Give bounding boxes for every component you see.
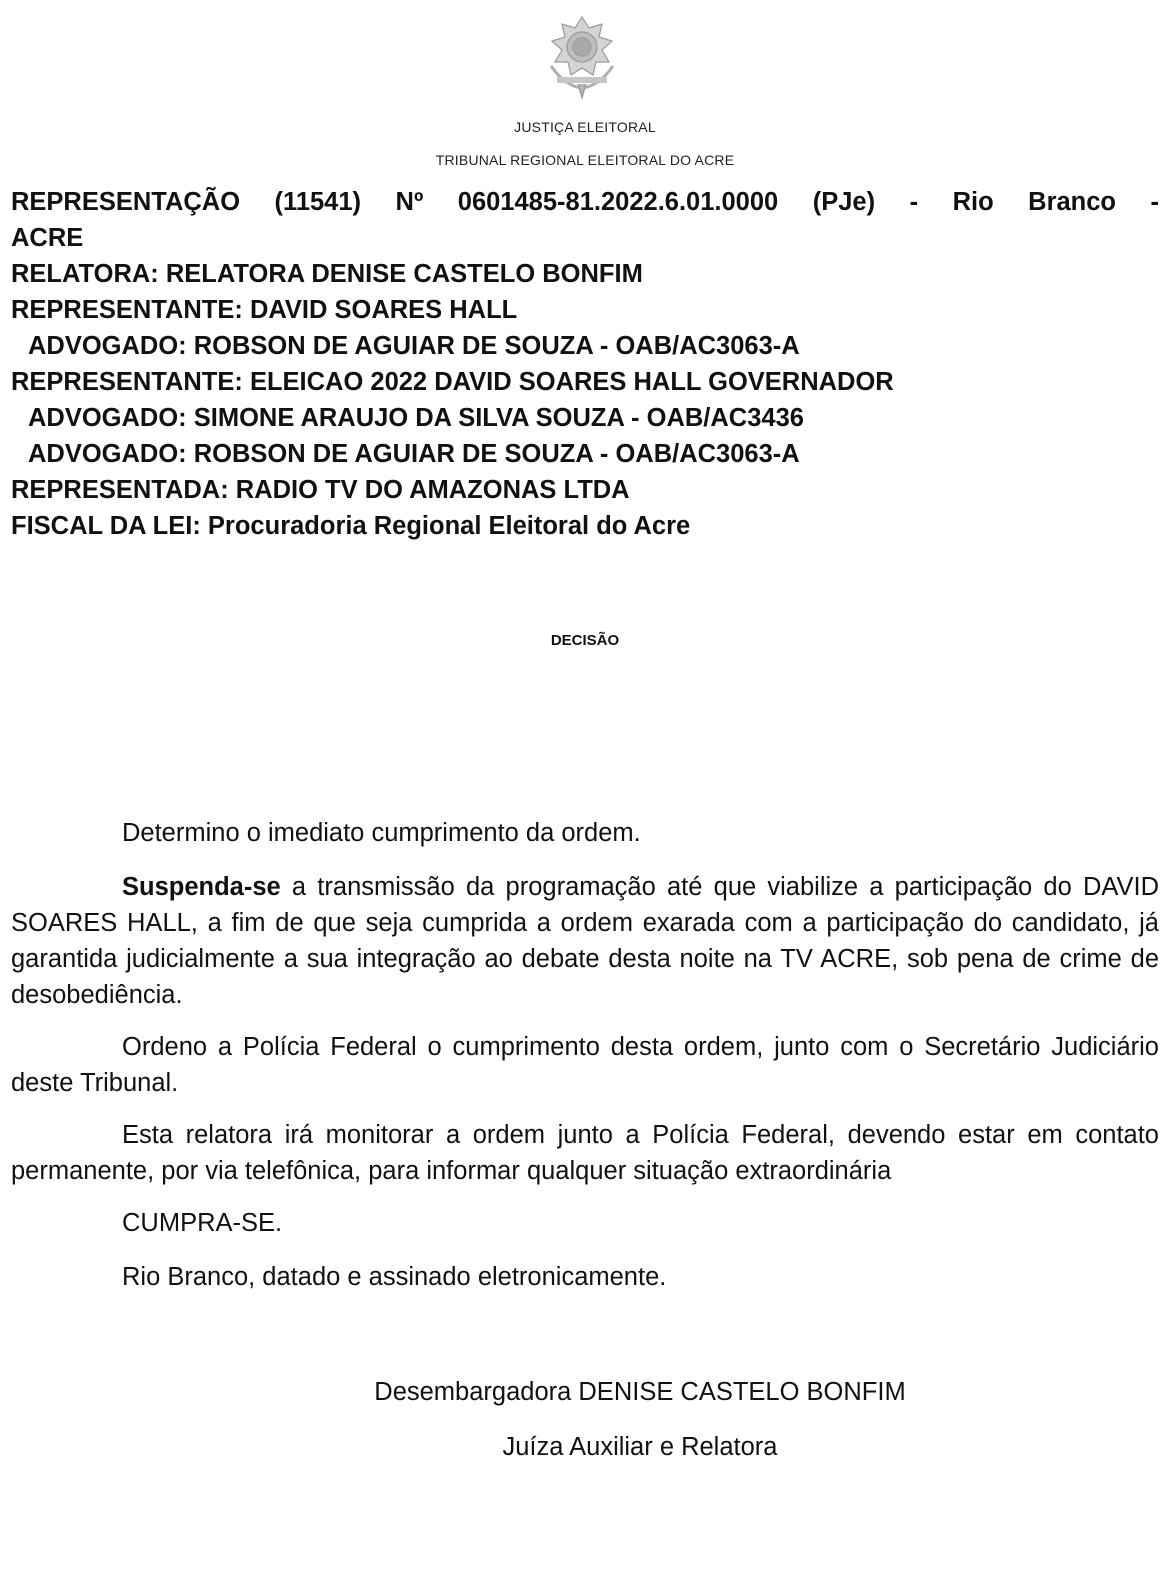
signature-name: Desembargadora DENISE CASTELO BONFIM [374, 1378, 906, 1406]
advogado-line: ADVOGADO: SIMONE ARAUJO DA SILVA SOUZA - OAB/AC3436 [28, 404, 804, 432]
paragraph: Rio Branco, datado e assinado eletronicamente. [122, 1263, 667, 1291]
decision-title: DECISÃO [550, 632, 620, 649]
representante-line: REPRESENTANTE: DAVID SOARES HALL [11, 296, 518, 324]
org-title: JUSTIÇA ELEITORAL [514, 119, 656, 135]
decision-body [11, 815, 1159, 1313]
relatora-line: RELATORA: RELATORA DENISE CASTELO BONFIM [11, 260, 643, 288]
paragraph: CUMPRA-SE. [122, 1209, 283, 1237]
advogado-line: ADVOGADO: ROBSON DE AGUIAR DE SOUZA - OAB/AC3063-A [28, 332, 800, 360]
signature-role: Juíza Auxiliar e Relatora [502, 1433, 778, 1461]
paragraph: Esta relatora irá monitorar a ordem junto a Polícia Federal, devendo estar em contato permanente, por via telefônica, para informar qualquer situação extraordinária [11, 1121, 1159, 1185]
case-number-line-cont: ACRE [11, 224, 84, 252]
representada-line: REPRESENTADA: RADIO TV DO AMAZONAS LTDA [11, 476, 630, 504]
coat-of-arms-seal [537, 14, 627, 100]
fiscal-value: Procuradoria Regional Eleitoral do Acre [200, 512, 691, 540]
paragraph-text: a transmissão da programação até que viabilize a participação do DAVID SOARES HALL, a fim de que seja cumprida a ordem exarada com a participação do candidato, já garantida judicialmente a sua integração ao debate desta noite na TV ACRE, sob pena de crime de desobediência. [11, 873, 1159, 1009]
fiscal-label: FISCAL DA LEI: [11, 512, 201, 540]
paragraph: Ordeno a Polícia Federal o cumprimento desta ordem, junto com o Secretário Judiciário deste Tribunal. [11, 1033, 1159, 1097]
case-number-line: REPRESENTAÇÃO (11541) Nº 0601485-81.2022.6.01.0000 (PJe) - Rio Branco - [11, 188, 1159, 216]
bold-term: Suspenda-se [122, 873, 281, 901]
advogado-line: ADVOGADO: ROBSON DE AGUIAR DE SOUZA - OAB/AC3063-A [28, 440, 800, 468]
fiscal-line [11, 508, 1159, 544]
paragraph [11, 869, 1159, 1013]
representante-line: REPRESENTANTE: ELEICAO 2022 DAVID SOARES HALL GOVERNADOR [11, 368, 894, 396]
org-subtitle: TRIBUNAL REGIONAL ELEITORAL DO ACRE [435, 152, 735, 168]
paragraph: Determino o imediato cumprimento da ordem. [122, 819, 641, 847]
case-header [11, 184, 1159, 544]
